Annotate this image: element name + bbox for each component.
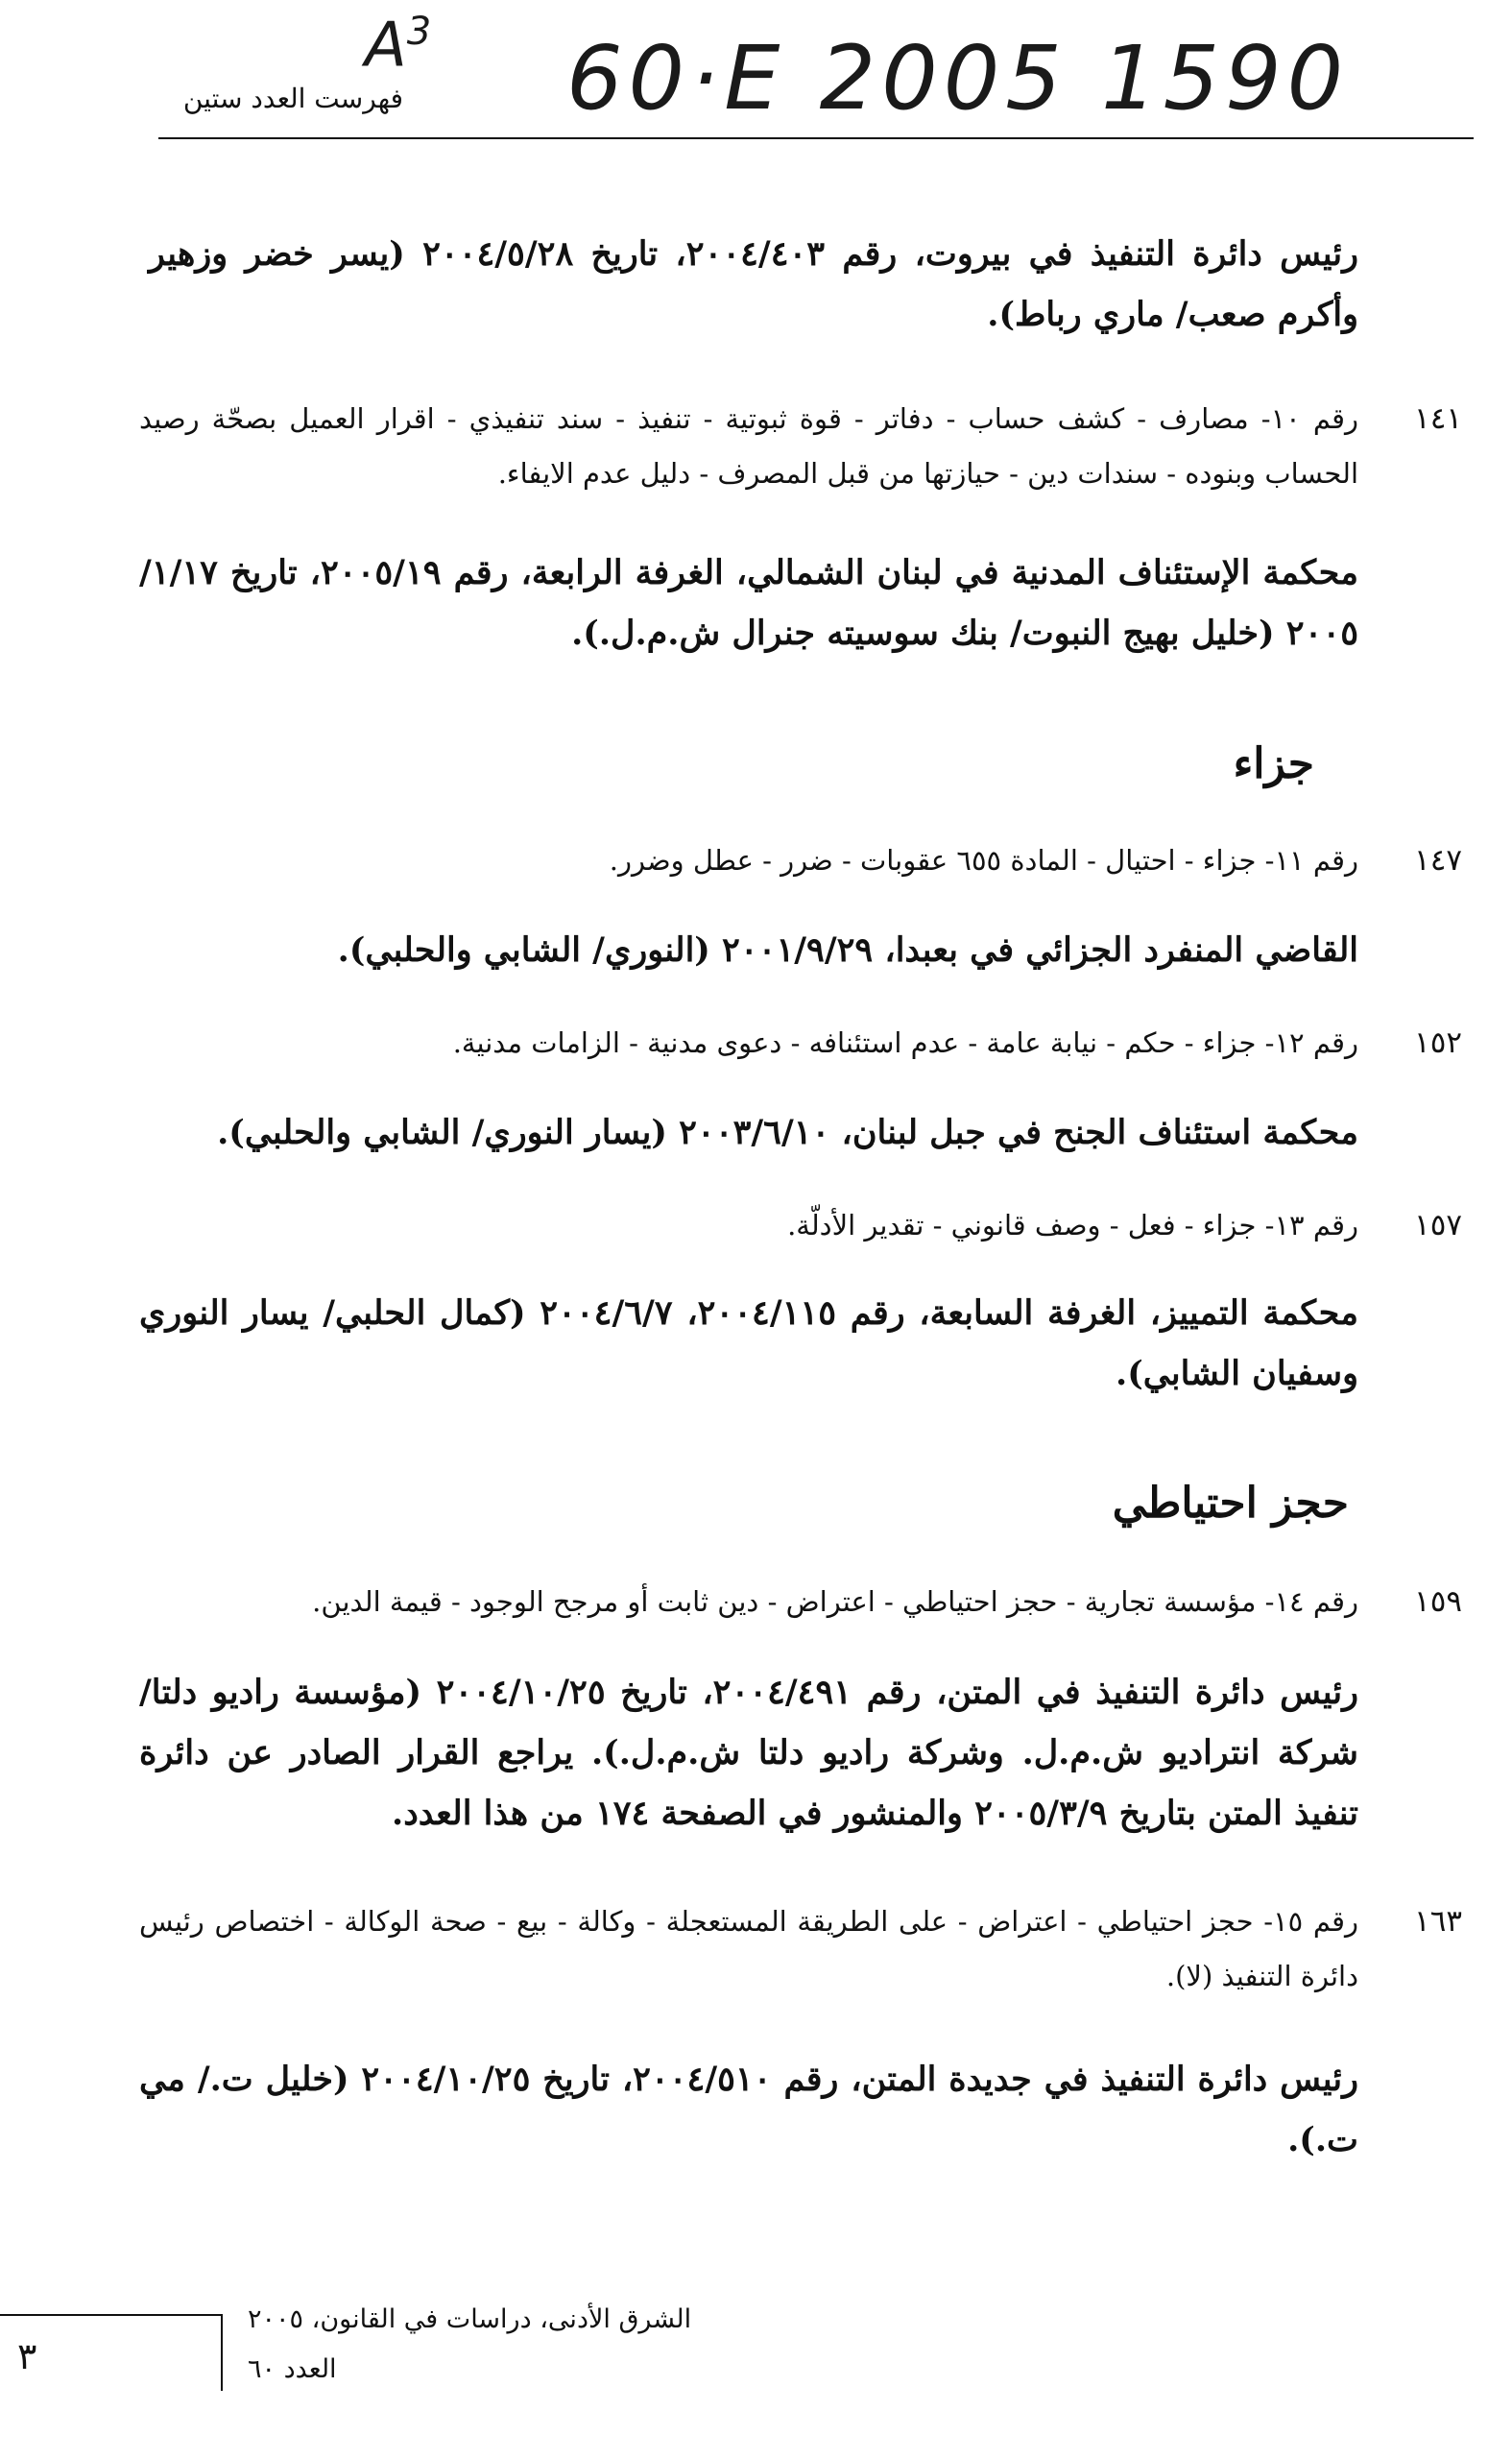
- court-citation: رئيس دائرة التنفيذ في جديدة المتن، رقم ٢٠٠٤/٥١٠، تاريخ ٢٠٠٤/١٠/٢٥ (خليل ت./ مي ت.).: [139, 2060, 1358, 2159]
- court-citation: محكمة التمييز، الغرفة السابعة، رقم ٢٠٠٤/١١٥، ٢٠٠٤/٦/٧ (كمال الحلبي/ يسار النوري وسفيان الشابي).: [139, 1293, 1359, 1393]
- footer-issue-number: العدد ٦٠: [248, 2354, 337, 2384]
- court-citation: محكمة الإستئناف المدنية في لبنان الشمالي، الغرفة الرابعة، رقم ٢٠٠٥/١٩، تاريخ ١/١٧/ ٢٠٠٥ (خليل بهيج النبوت/ بنك سوسيته جنرال ش.م.ل.).: [139, 553, 1358, 653]
- header-rule: [158, 137, 1474, 139]
- page-number: ٣: [17, 2335, 37, 2377]
- section-heading: حجز احتياطي: [1112, 1479, 1349, 1528]
- index-page-number: ١٦٣: [1414, 1904, 1462, 1939]
- court-citation: محكمة استئناف الجنح في جبل لبنان، ٢٠٠٣/٦/١٠ (يسار النوري/ الشابي والحلبي).: [217, 1113, 1358, 1152]
- section-heading: جزاء: [1233, 739, 1314, 788]
- index-page-number: ١٥٢: [1414, 1025, 1462, 1060]
- handwritten-catalog-number: 60·E 2005 1590: [566, 27, 1350, 130]
- index-entry: رقم ١٥- حجز احتياطي - اعتراض - على الطريقة المستعجلة - وكالة - بيع - صحة الوكالة - اختصاص رئيس دائرة التنفيذ (لا).: [139, 1905, 1358, 1992]
- handwritten-annotation-a3: $A^3$: [365, 10, 432, 82]
- index-entry: رقم ١٢- جزاء - حكم - نيابة عامة - عدم استئنافه - دعوى مدنية - الزامات مدنية.: [452, 1026, 1358, 1059]
- index-page-number: ١٤٧: [1414, 843, 1462, 878]
- index-entry: رقم ١٠- مصارف - كشف حساب - دفاتر - قوة ثبوتية - تنفيذ - سند تنفيذي - اقرار العميل بصحّة رصيد الحساب وبنوده - سندات دين - حيازتها من قبل المصرف - دليل عدم الايفاء.: [139, 402, 1358, 490]
- court-citation: القاضي المنفرد الجزائي في بعبدا، ٢٠٠١/٩/٢٩ (النوري/ الشابي والحلبي).: [337, 930, 1358, 970]
- index-page-number: ١٥٧: [1414, 1208, 1462, 1242]
- court-citation: رئيس دائرة التنفيذ في بيروت، رقم ٢٠٠٤/٤٠٣، تاريخ ٢٠٠٤/٥/٢٨ (يسر خضر وزهير وأكرم صعب/ ماري رباط).: [149, 234, 1358, 334]
- running-header: فهرست العدد ستين: [182, 83, 403, 114]
- index-page-number: ١٥٩: [1414, 1584, 1462, 1619]
- index-page-number: ١٤١: [1414, 401, 1462, 436]
- footer-journal-title: الشرق الأدنى، دراسات في القانون، ٢٠٠٥: [248, 2304, 692, 2334]
- index-entry: رقم ١١- جزاء - احتيال - المادة ٦٥٥ عقوبات - ضرر - عطل وضرر.: [609, 844, 1358, 877]
- court-citation: رئيس دائرة التنفيذ في المتن، رقم ٢٠٠٤/٤٩١، تاريخ ٢٠٠٤/١٠/٢٥ (مؤسسة راديو دلتا/ شركة انتراديو ش.م.ل. وشركة راديو دلتا ش.م.ل.). يراجع القرار الصادر عن دائرة تنفيذ المتن بتاريخ ٢٠٠٥/٣/٩ والمنشور في الصفحة ١٧٤ من هذا العدد.: [139, 1673, 1358, 1833]
- index-entry: رقم ١٣- جزاء - فعل - وصف قانوني - تقدير الأدلّة.: [787, 1209, 1358, 1242]
- index-entry: رقم ١٤- مؤسسة تجارية - حجز احتياطي - اعتراض - دين ثابت أو مرجح الوجود - قيمة الدين.: [312, 1585, 1358, 1618]
